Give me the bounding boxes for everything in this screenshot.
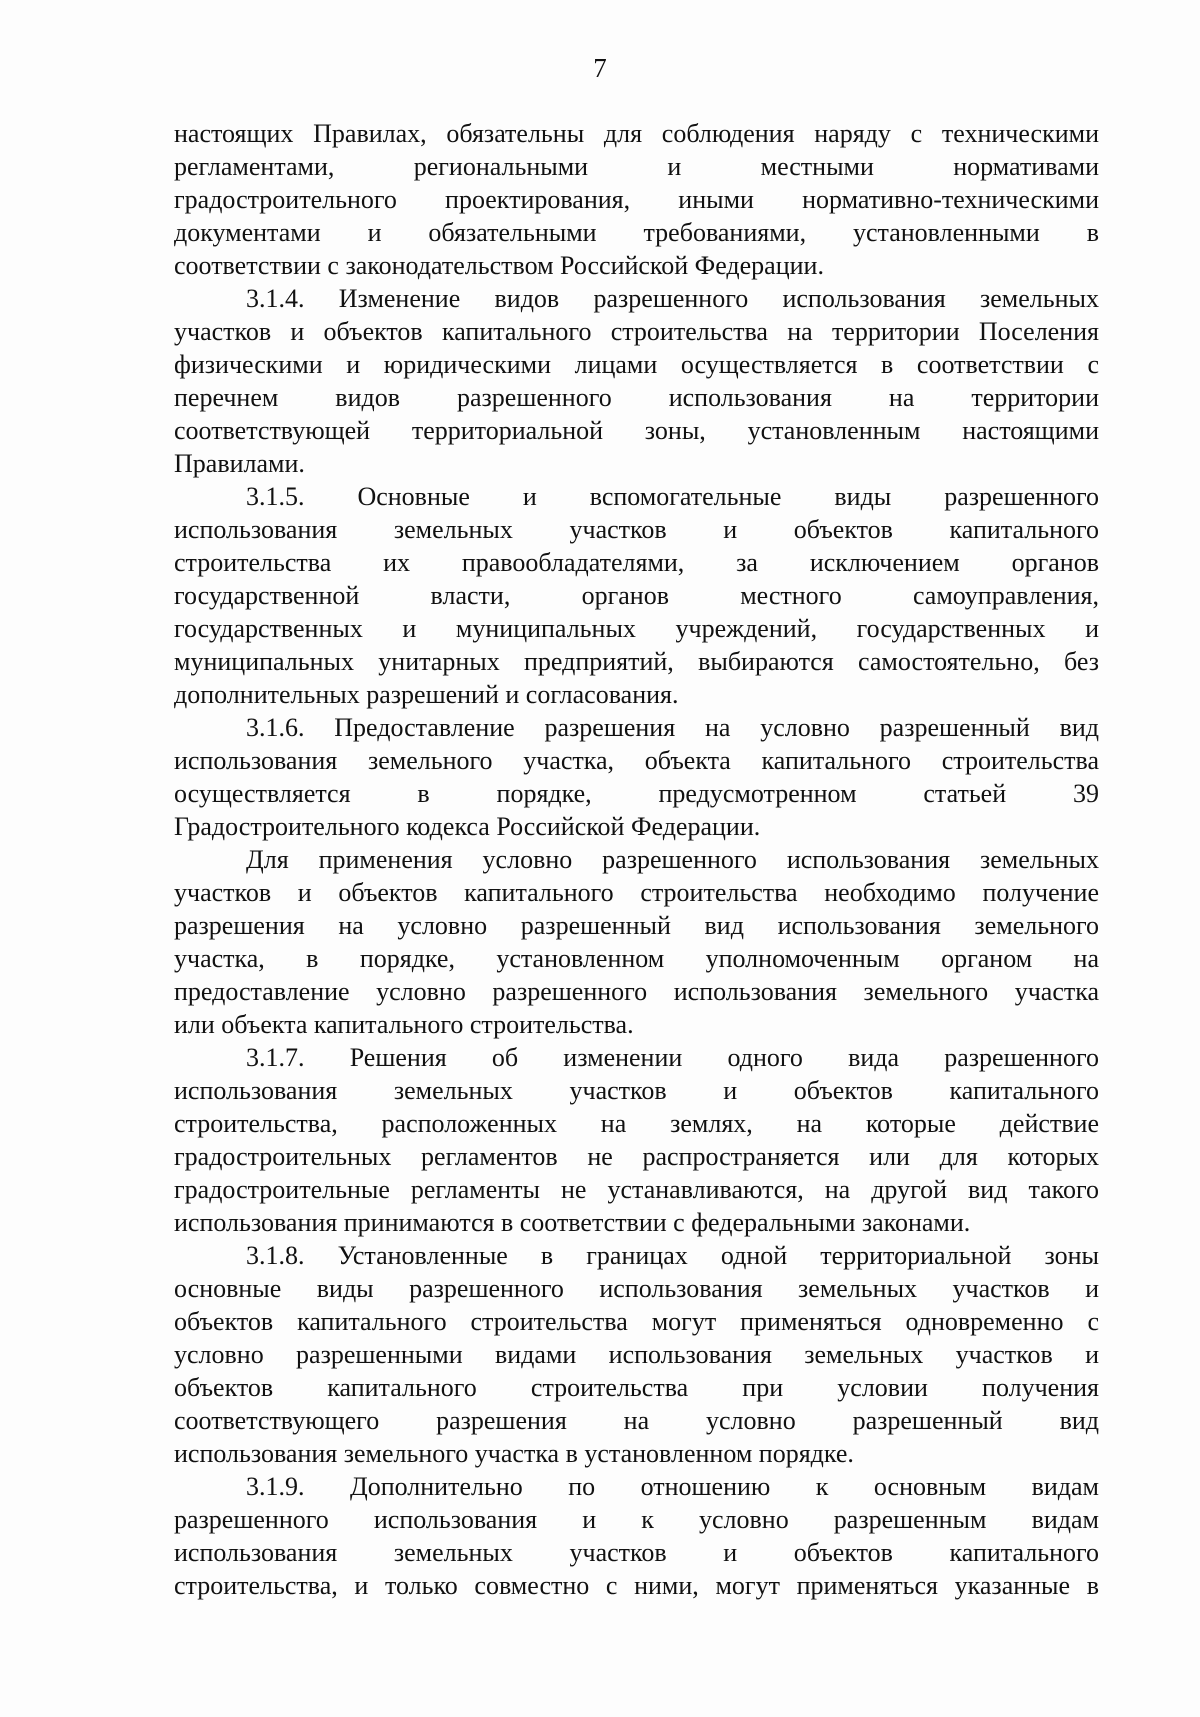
paragraph-3.1.8 <box>174 1239 1099 1470</box>
text-line: осуществляется в порядке, предусмотренном статьей 39 <box>174 779 1099 808</box>
text-line: Правилами. <box>174 449 305 478</box>
text-line: разрешенного использования и к условно разрешенным видам <box>174 1505 1099 1534</box>
text-line: использования земельных участков и объектов капитального <box>174 1076 1099 1105</box>
text-line: регламентами, региональными и местными нормативами <box>174 152 1099 181</box>
text-line: строительства их правообладателями, за исключением органов <box>174 548 1099 577</box>
paragraph-3.1.9 <box>174 1470 1099 1602</box>
text-line: настоящих Правилах, обязательны для соблюдения наряду с техническими <box>174 119 1099 148</box>
text-line: государственных и муниципальных учреждений, государственных и <box>174 614 1099 643</box>
document-body <box>174 117 1099 1602</box>
text-line: Градостроительного кодекса Российской Федерации. <box>174 812 761 841</box>
paragraph-3.1.4 <box>174 282 1099 480</box>
paragraph-3.1.7 <box>174 1041 1099 1239</box>
text-line: государственной власти, органов местного самоуправления, <box>174 581 1099 610</box>
text-line: строительства, и только совместно с ними, могут применяться указанные в <box>174 1571 1099 1600</box>
text-line: документами и обязательными требованиями, установленными в <box>174 218 1099 247</box>
text-line: условно разрешенными видами использования земельных участков и <box>174 1340 1099 1369</box>
text-line: 3.1.7. Решения об изменении одного вида разрешенного <box>246 1043 1099 1072</box>
text-line: градостроительных регламентов не распространяется или для которых <box>174 1142 1099 1171</box>
text-line: строительства, расположенных на землях, на которые действие <box>174 1109 1099 1138</box>
text-line: объектов капитального строительства при условии получения <box>174 1373 1099 1402</box>
text-line: соответствующей территориальной зоны, установленным настоящими <box>174 416 1099 445</box>
text-line: объектов капитального строительства могут применяться одновременно с <box>174 1307 1099 1336</box>
text-line: дополнительных разрешений и согласования. <box>174 680 679 709</box>
text-line: Для применения условно разрешенного использования земельных <box>246 845 1099 874</box>
text-line: или объекта капитального строительства. <box>174 1010 634 1039</box>
text-line: соответствующего разрешения на условно разрешенный вид <box>174 1406 1099 1435</box>
text-line: основные виды разрешенного использования земельных участков и <box>174 1274 1099 1303</box>
text-line: использования земельного участка в установленном порядке. <box>174 1439 854 1468</box>
paragraph-3.1.6-b <box>174 843 1099 1041</box>
paragraph-3.1.6 <box>174 711 1099 843</box>
paragraph-3.1.5 <box>174 480 1099 711</box>
text-line: участков и объектов капитального строительства на территории Поселения <box>174 317 1099 346</box>
text-line: перечнем видов разрешенного использования на территории <box>174 383 1099 412</box>
text-line: муниципальных унитарных предприятий, выбираются самостоятельно, без <box>174 647 1099 676</box>
text-line: участков и объектов капитального строительства необходимо получение <box>174 878 1099 907</box>
text-line: физическими и юридическими лицами осуществляется в соответствии с <box>174 350 1099 379</box>
text-line: участка, в порядке, установленном уполномоченным органом на <box>174 944 1099 973</box>
text-line: 3.1.9. Дополнительно по отношению к основным видам <box>246 1472 1099 1501</box>
text-line: использования земельных участков и объектов капитального <box>174 1538 1099 1567</box>
text-line: 3.1.5. Основные и вспомогательные виды разрешенного <box>246 482 1099 511</box>
text-line: использования земельных участков и объектов капитального <box>174 515 1099 544</box>
text-line: использования земельного участка, объекта капитального строительства <box>174 746 1099 775</box>
text-line: 3.1.6. Предоставление разрешения на условно разрешенный вид <box>246 713 1099 742</box>
text-line: градостроительного проектирования, иными нормативно-техническими <box>174 185 1099 214</box>
page-number: 7 <box>593 53 607 83</box>
paragraph-cont <box>174 117 1099 282</box>
text-line: градостроительные регламенты не устанавливаются, на другой вид такого <box>174 1175 1099 1204</box>
text-line: 3.1.4. Изменение видов разрешенного использования земельных <box>246 284 1099 313</box>
text-line: соответствии с законодательством Российской Федерации. <box>174 251 824 280</box>
text-line: 3.1.8. Установленные в границах одной территориальной зоны <box>246 1241 1099 1270</box>
text-line: предоставление условно разрешенного использования земельного участка <box>174 977 1099 1006</box>
text-line: разрешения на условно разрешенный вид использования земельного <box>174 911 1099 940</box>
text-line: использования принимаются в соответствии с федеральными законами. <box>174 1208 971 1237</box>
